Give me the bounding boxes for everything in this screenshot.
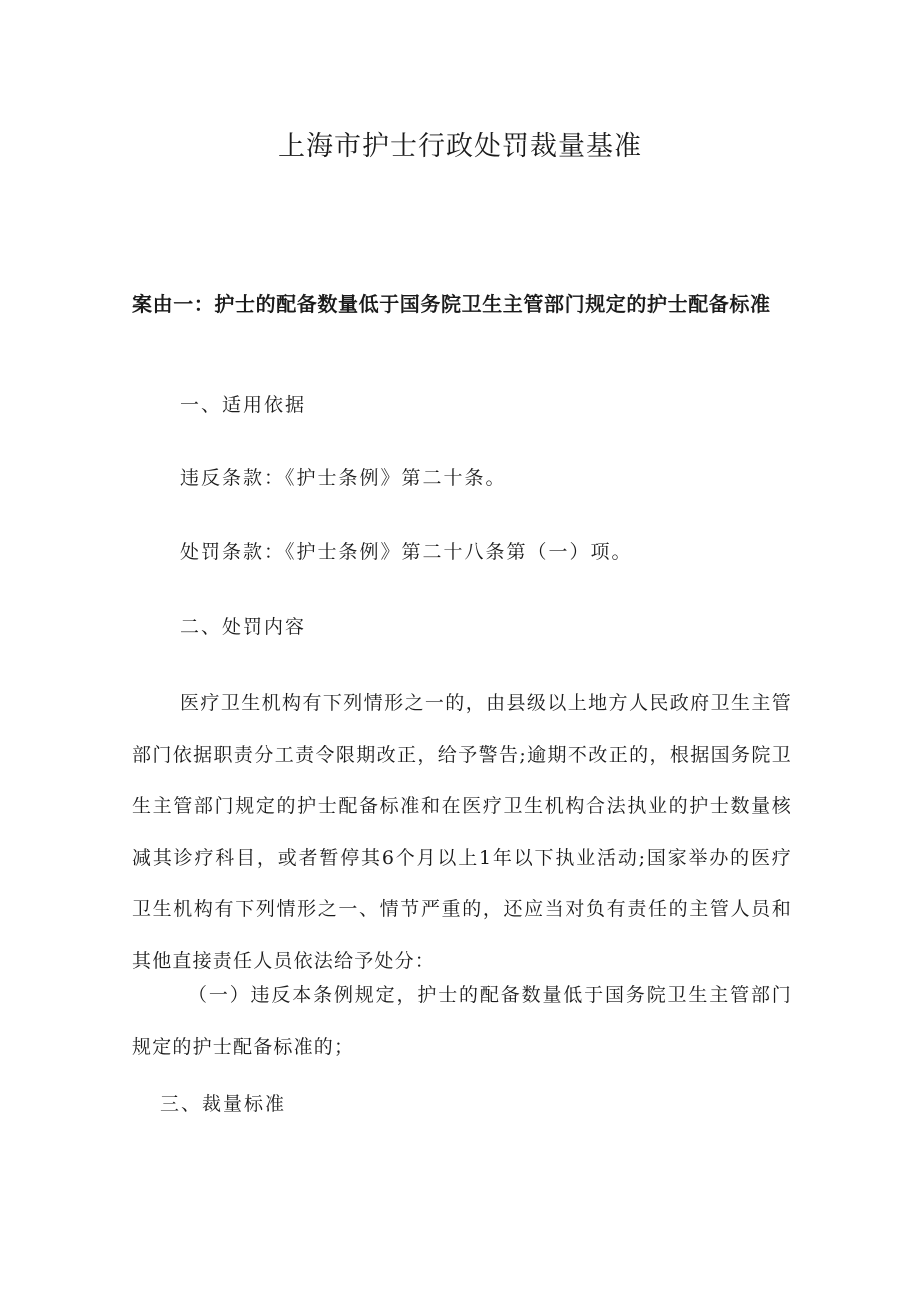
violation-clause: 违反条款：《护士条例》第二十条。 [180,467,507,489]
item-one-paragraph: （一）违反本条例规定，护士的配备数量低于国务院卫生主管部门规定的护士配备标准的； [132,984,792,1058]
penalty-content-paragraph: 医疗卫生机构有下列情形之一的，由县级以上地方人民政府卫生主管部门依据职责分工责令限期改正，给予警告;逾期不改正的，根据国务院卫生主管部门规定的护士配备标准和在医疗卫生机构合法执业的护士数量核减其诊疗科目，或者暂停其6个月以上1年以下执业活动;国家举办的医疗卫生机构有下列情形之一、情节严重的，还应当对负有责任的主管人员和其他直接责任人员依法给予处分： [132,692,792,972]
section-penalty-heading: 二、处罚内容 [180,616,307,638]
document-title: 上海市护士行政处罚裁量基准 [278,131,642,162]
section-discretion-heading: 三、裁量标准 [160,1093,287,1115]
section-basis-heading: 一、适用依据 [180,394,307,416]
case-heading: 案由一：护士的配备数量低于国务院卫生主管部门规定的护士配备标准 [132,292,771,316]
penalty-clause: 处罚条款：《护士条例》第二十八条第（一）项。 [180,541,633,563]
